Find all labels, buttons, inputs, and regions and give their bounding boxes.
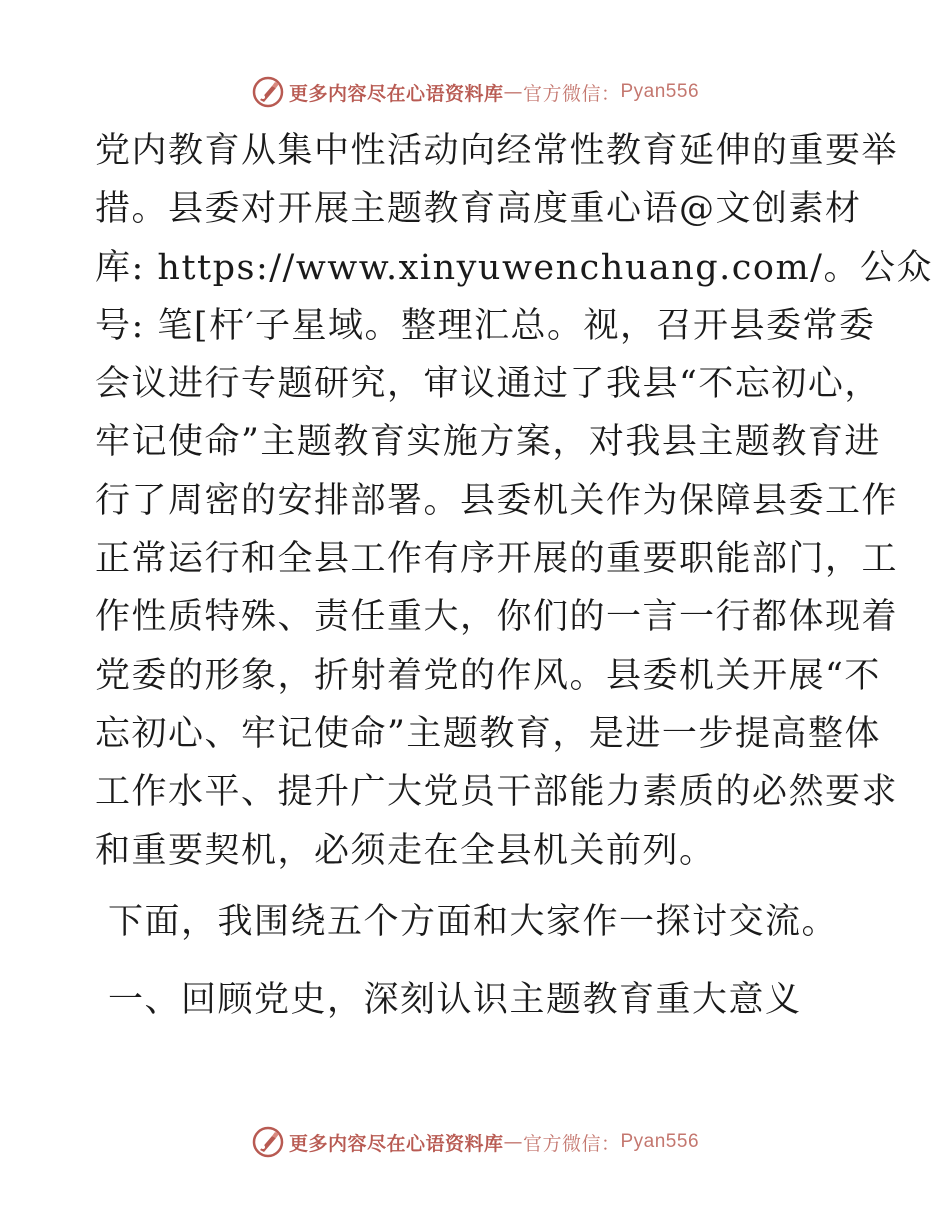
body-line: 和重要契机，必须走在全县机关前列。 [95,830,716,871]
body-line: 库: https://www.xinyuwenchuang.com/。公众 [95,247,933,288]
pen-circle-logo-icon [251,1125,285,1159]
pen-circle-logo-icon [251,75,285,109]
footer-watermark [0,1122,950,1162]
watermark-title: 更多内容尽在心语资料库 [288,1132,504,1155]
intro-paragraph: 下面，我围绕五个方面和大家作一探讨交流。 [108,902,839,942]
watermark-wechat-id: Pyan556 [620,1131,700,1152]
body-line: 牢记使命”主题教育实施方案，对我县主题教育进 [95,422,881,463]
watermark-wechat-id: Pyan556 [620,81,700,102]
body-line: 措。县委对开展主题教育高度重心语@文创素材 [95,189,862,230]
section-heading: 一、回顾党史，深刻认识主题教育重大意义 [108,980,802,1020]
body-line: 工作水平、提升广大党员干部能力素质的必然要求 [95,772,899,813]
body-line: 忘初心、牢记使命”主题教育，是进一步提高整体 [95,713,881,754]
header-watermark [0,72,950,112]
watermark-separator: — [503,1131,523,1153]
body-line: 作性质特殊、责任重大，你们的一言一行都体现着 [95,597,899,638]
watermark-wechat-label: 官方微信： [522,82,621,105]
watermark-wechat-label: 官方微信： [522,1132,621,1155]
body-line: 会议进行专题研究，审议通过了我县“不忘初心， [95,364,881,405]
body-line: 党委的形象，折射着党的作风。县委机关开展“不 [95,655,881,696]
body-line: 号: 笔[杆′子星域。整理汇总。视，召开县委常委 [95,305,876,346]
watermark-separator: — [503,81,523,103]
body-line: 行了周密的安排部署。县委机关作为保障县委工作 [95,480,899,521]
watermark-title: 更多内容尽在心语资料库 [288,82,504,105]
body-line: 党内教育从集中性活动向经常性教育延伸的重要举 [95,131,899,171]
body-paragraph [95,122,933,880]
body-line: 正常运行和全县工作有序开展的重要职能部门，工 [95,539,899,580]
